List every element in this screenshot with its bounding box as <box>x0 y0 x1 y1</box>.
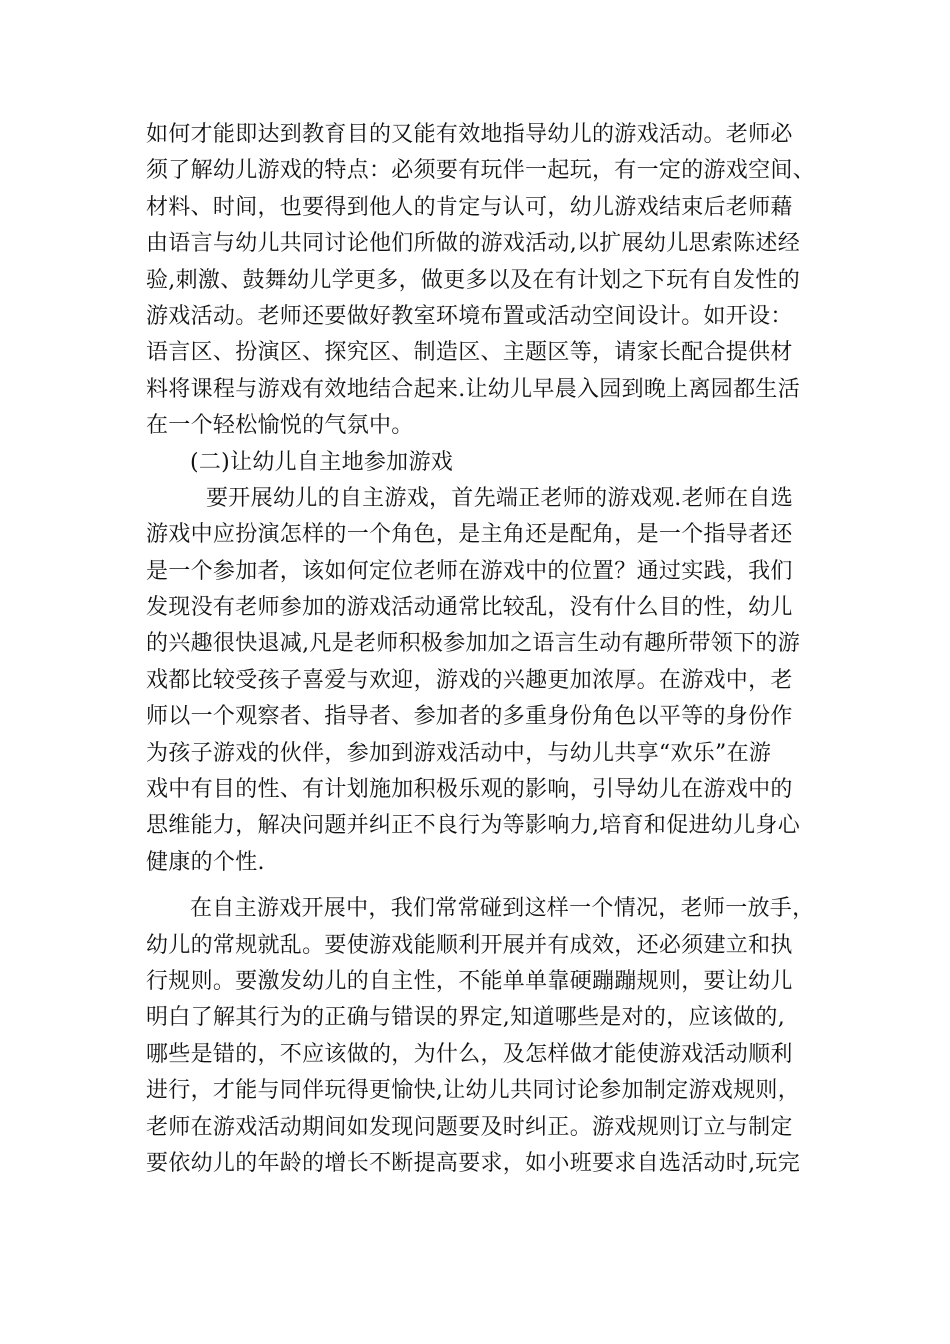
text-line: 游戏中应扮演怎样的一个角色，是主角还是配角，是一个指导者还 <box>146 522 793 548</box>
text-line: 哪些是错的，不应该做的，为什么，及怎样做才能使游戏活动顺利 <box>146 1041 793 1067</box>
paragraph-3 <box>146 891 816 1182</box>
paragraph-2 <box>146 481 816 881</box>
text-line: 须了解幼儿游戏的特点：必须要有玩伴一起玩，有一定的游戏空间、 <box>146 158 816 184</box>
text-line: 料将课程与游戏有效地结合起来.让幼儿早晨入园到晚上离园都生活 <box>146 376 800 402</box>
text-line: 思维能力，解决问题并纠正不良行为等影响力,培育和促进幼儿身心 <box>146 813 800 839</box>
text-line: 由语言与幼儿共同讨论他们所做的游戏活动,以扩展幼儿思索陈述经 <box>146 231 800 257</box>
text-line: 师以一个观察者、指导者、参加者的多重身份角色以平等的身份作 <box>146 704 793 730</box>
text-line: 戏都比较受孩子喜爱与欢迎，游戏的兴趣更加浓厚。在游戏中，老 <box>146 667 793 693</box>
document-body <box>146 117 816 1182</box>
text-line: 如何才能即达到教育目的又能有效地指导幼儿的游戏活动。老师必 <box>146 122 793 147</box>
section-heading: (二)让幼儿自主地参加游戏 <box>190 449 454 475</box>
text-line: 为孩子游戏的伙伴，参加到游戏活动中，与幼儿共享“欢乐”在游 <box>146 740 772 766</box>
text-line: 健康的个性. <box>146 849 265 875</box>
text-line: 行规则。要激发幼儿的自主性，不能单单靠硬蹦蹦规则，要让幼儿 <box>146 968 793 994</box>
text-line: 进行，才能与同伴玩得更愉快,让幼儿共同讨论参加制定游戏规则， <box>146 1078 800 1104</box>
text-line: 戏中有目的性、有计划施加积极乐观的影响，引导幼儿在游戏中的 <box>146 777 793 803</box>
text-line: 游戏活动。老师还要做好教室环境布置或活动空间设计。如开设： <box>146 303 793 329</box>
text-line: 发现没有老师参加的游戏活动通常比较乱，没有什么目的性，幼儿 <box>146 595 793 621</box>
text-line: 的兴趣很快退减,凡是老师积极参加加之语言生动有趣所带领下的游 <box>146 631 800 657</box>
text-line: 老师在游戏活动期间如发现问题要及时纠正。游戏规则订立与制定 <box>146 1114 793 1140</box>
text-line: 语言区、扮演区、探究区、制造区、主题区等，请家长配合提供材 <box>146 340 793 366</box>
paragraph-spacer <box>146 881 816 891</box>
paragraph-1 <box>146 117 816 445</box>
text-line: 明白了解其行为的正确与错误的界定,知道哪些是对的，应该做的, <box>146 1005 785 1031</box>
text-line: 要依幼儿的年龄的增长不断提高要求，如小班要求自选活动时,玩完 <box>146 1150 800 1176</box>
text-line: 在自主游戏开展中，我们常常碰到这样一个情况，老师一放手， <box>190 896 815 922</box>
text-line: 要开展幼儿的自主游戏，首先端正老师的游戏观.老师在自选 <box>206 485 794 511</box>
text-line: 在一个轻松愉悦的气氛中。 <box>146 413 414 439</box>
text-line: 幼儿的常规就乱。要使游戏能顺利开展并有成效，还必须建立和执 <box>146 932 793 958</box>
text-line: 验,刺激、鼓舞幼儿学更多，做更多以及在有计划之下玩有自发性的 <box>146 267 800 293</box>
text-line: 材料、时间，也要得到他人的肯定与认可，幼儿游戏结束后老师藉 <box>146 194 793 220</box>
text-line: 是一个参加者，该如何定位老师在游戏中的位置？通过实践，我们 <box>146 558 793 584</box>
